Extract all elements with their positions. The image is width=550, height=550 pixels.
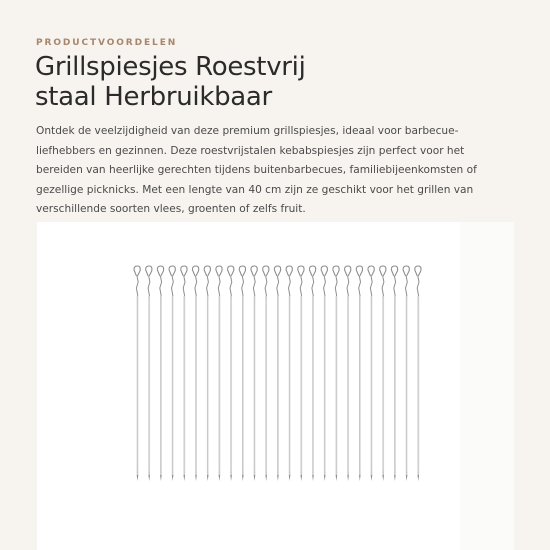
skewer-tip (230, 475, 232, 481)
skewer (368, 266, 374, 481)
skewer-twist (160, 276, 162, 296)
skewer (391, 266, 397, 481)
skewer-handle-loop (333, 266, 339, 276)
skewer-tip (336, 475, 338, 481)
skewer-handle-loop (239, 266, 245, 276)
skewer (274, 266, 280, 481)
skewer (309, 266, 315, 481)
skewer-twist (265, 276, 267, 296)
skewer-tip (418, 475, 420, 481)
skewer-twist (312, 276, 314, 296)
section-eyebrow: PRODUCTVOORDELEN (36, 38, 178, 48)
skewer-twist (324, 276, 326, 296)
skewer (321, 266, 327, 481)
skewer (403, 266, 409, 481)
skewers-illustration (37, 222, 514, 550)
skewer (263, 266, 269, 481)
skewer-twist (172, 276, 174, 296)
skewer-twist (417, 276, 419, 296)
skewer-tip (137, 475, 139, 481)
skewer-handle-loop (157, 266, 163, 276)
skewer-handle-loop (251, 266, 257, 276)
skewer-tip (347, 475, 349, 481)
skewer-tip (195, 475, 197, 481)
skewer-handle-loop (181, 266, 187, 276)
skewer-twist (335, 276, 337, 296)
skewer-handle-loop (134, 266, 140, 276)
skewer-tip (265, 475, 267, 481)
skewer-handle-loop (169, 266, 175, 276)
skewer-tip (277, 475, 279, 481)
skewer-twist (253, 276, 255, 296)
skewer (157, 266, 163, 481)
skewer (181, 266, 187, 481)
skewer-tip (312, 475, 314, 481)
skewer (134, 266, 140, 481)
product-photo (37, 222, 514, 550)
skewer-tip (242, 475, 244, 481)
skewer (146, 266, 152, 481)
skewer-twist (370, 276, 372, 296)
skewer-handle-loop (286, 266, 292, 276)
skewer-twist (230, 276, 232, 296)
skewer-tip (371, 475, 373, 481)
skewer-handle-loop (415, 266, 421, 276)
skewer-twist (277, 276, 279, 296)
skewer (298, 266, 304, 481)
skewer (239, 266, 245, 481)
skewer-twist (195, 276, 197, 296)
skewer-twist (394, 276, 396, 296)
skewer-tip (219, 475, 221, 481)
skewer-tip (172, 475, 174, 481)
skewer-twist (359, 276, 361, 296)
skewer-tip (160, 475, 162, 481)
skewer-handle-loop (403, 266, 409, 276)
skewer-tip (359, 475, 361, 481)
skewer-tip (324, 475, 326, 481)
skewer-tip (148, 475, 150, 481)
skewer (204, 266, 210, 481)
skewer-handle-loop (263, 266, 269, 276)
skewer (251, 266, 257, 481)
skewer-twist (300, 276, 302, 296)
skewer (228, 266, 234, 481)
skewer-tip (301, 475, 303, 481)
skewer (345, 266, 351, 481)
skewer-handle-loop (391, 266, 397, 276)
page-title (35, 52, 515, 112)
skewer-twist (148, 276, 150, 296)
skewer-handle-loop (228, 266, 234, 276)
skewer-handle-loop (192, 266, 198, 276)
skewer-handle-loop (216, 266, 222, 276)
skewer-handle-loop (274, 266, 280, 276)
skewer-handle-loop (309, 266, 315, 276)
skewer-tip (207, 475, 209, 481)
skewer-twist (382, 276, 384, 296)
skewer (169, 266, 175, 481)
product-description: Ontdek de veelzijdigheid van deze premium grillspiesjes, ideaal voor barbecue-liefhebbers en gezinnen. Deze roestvrijstalen kebabspiesjes zijn perfect voor het bereiden van heerlijke gerechten tijdens buitenbarbecues, familiebijeenkomsten of gezellige picknicks. Met een lengte van 40 cm zijn ze geschikt voor het grillen van verschillende soorten vlees, groenten of zelfs fruit. (36, 125, 477, 215)
skewer-tip (254, 475, 256, 481)
skewer (216, 266, 222, 481)
skewer (286, 266, 292, 481)
skewer-handle-loop (146, 266, 152, 276)
skewer-handle-loop (380, 266, 386, 276)
skewer-tip (394, 475, 396, 481)
title-line-1: Grillspiesjes Roestvrij (35, 52, 306, 82)
skewer-handle-loop (298, 266, 304, 276)
skewer-twist (406, 276, 408, 296)
skewer-twist (183, 276, 185, 296)
skewer-handle-loop (345, 266, 351, 276)
skewer (356, 266, 362, 481)
title-line-2: staal Herbruikbaar (35, 82, 272, 112)
skewer-handle-loop (368, 266, 374, 276)
skewer-twist (242, 276, 244, 296)
skewer (192, 266, 198, 481)
skewer (380, 266, 386, 481)
skewer-twist (136, 276, 138, 296)
skewer-handle-loop (204, 266, 210, 276)
skewer-handle-loop (321, 266, 327, 276)
skewer-tip (289, 475, 291, 481)
skewer-tip (184, 475, 186, 481)
skewer-twist (289, 276, 291, 296)
skewer-tip (406, 475, 408, 481)
skewer-tip (382, 475, 384, 481)
skewer (333, 266, 339, 481)
skewer-handle-loop (356, 266, 362, 276)
skewer-twist (347, 276, 349, 296)
skewer-twist (207, 276, 209, 296)
skewer (415, 266, 421, 481)
skewer-twist (218, 276, 220, 296)
